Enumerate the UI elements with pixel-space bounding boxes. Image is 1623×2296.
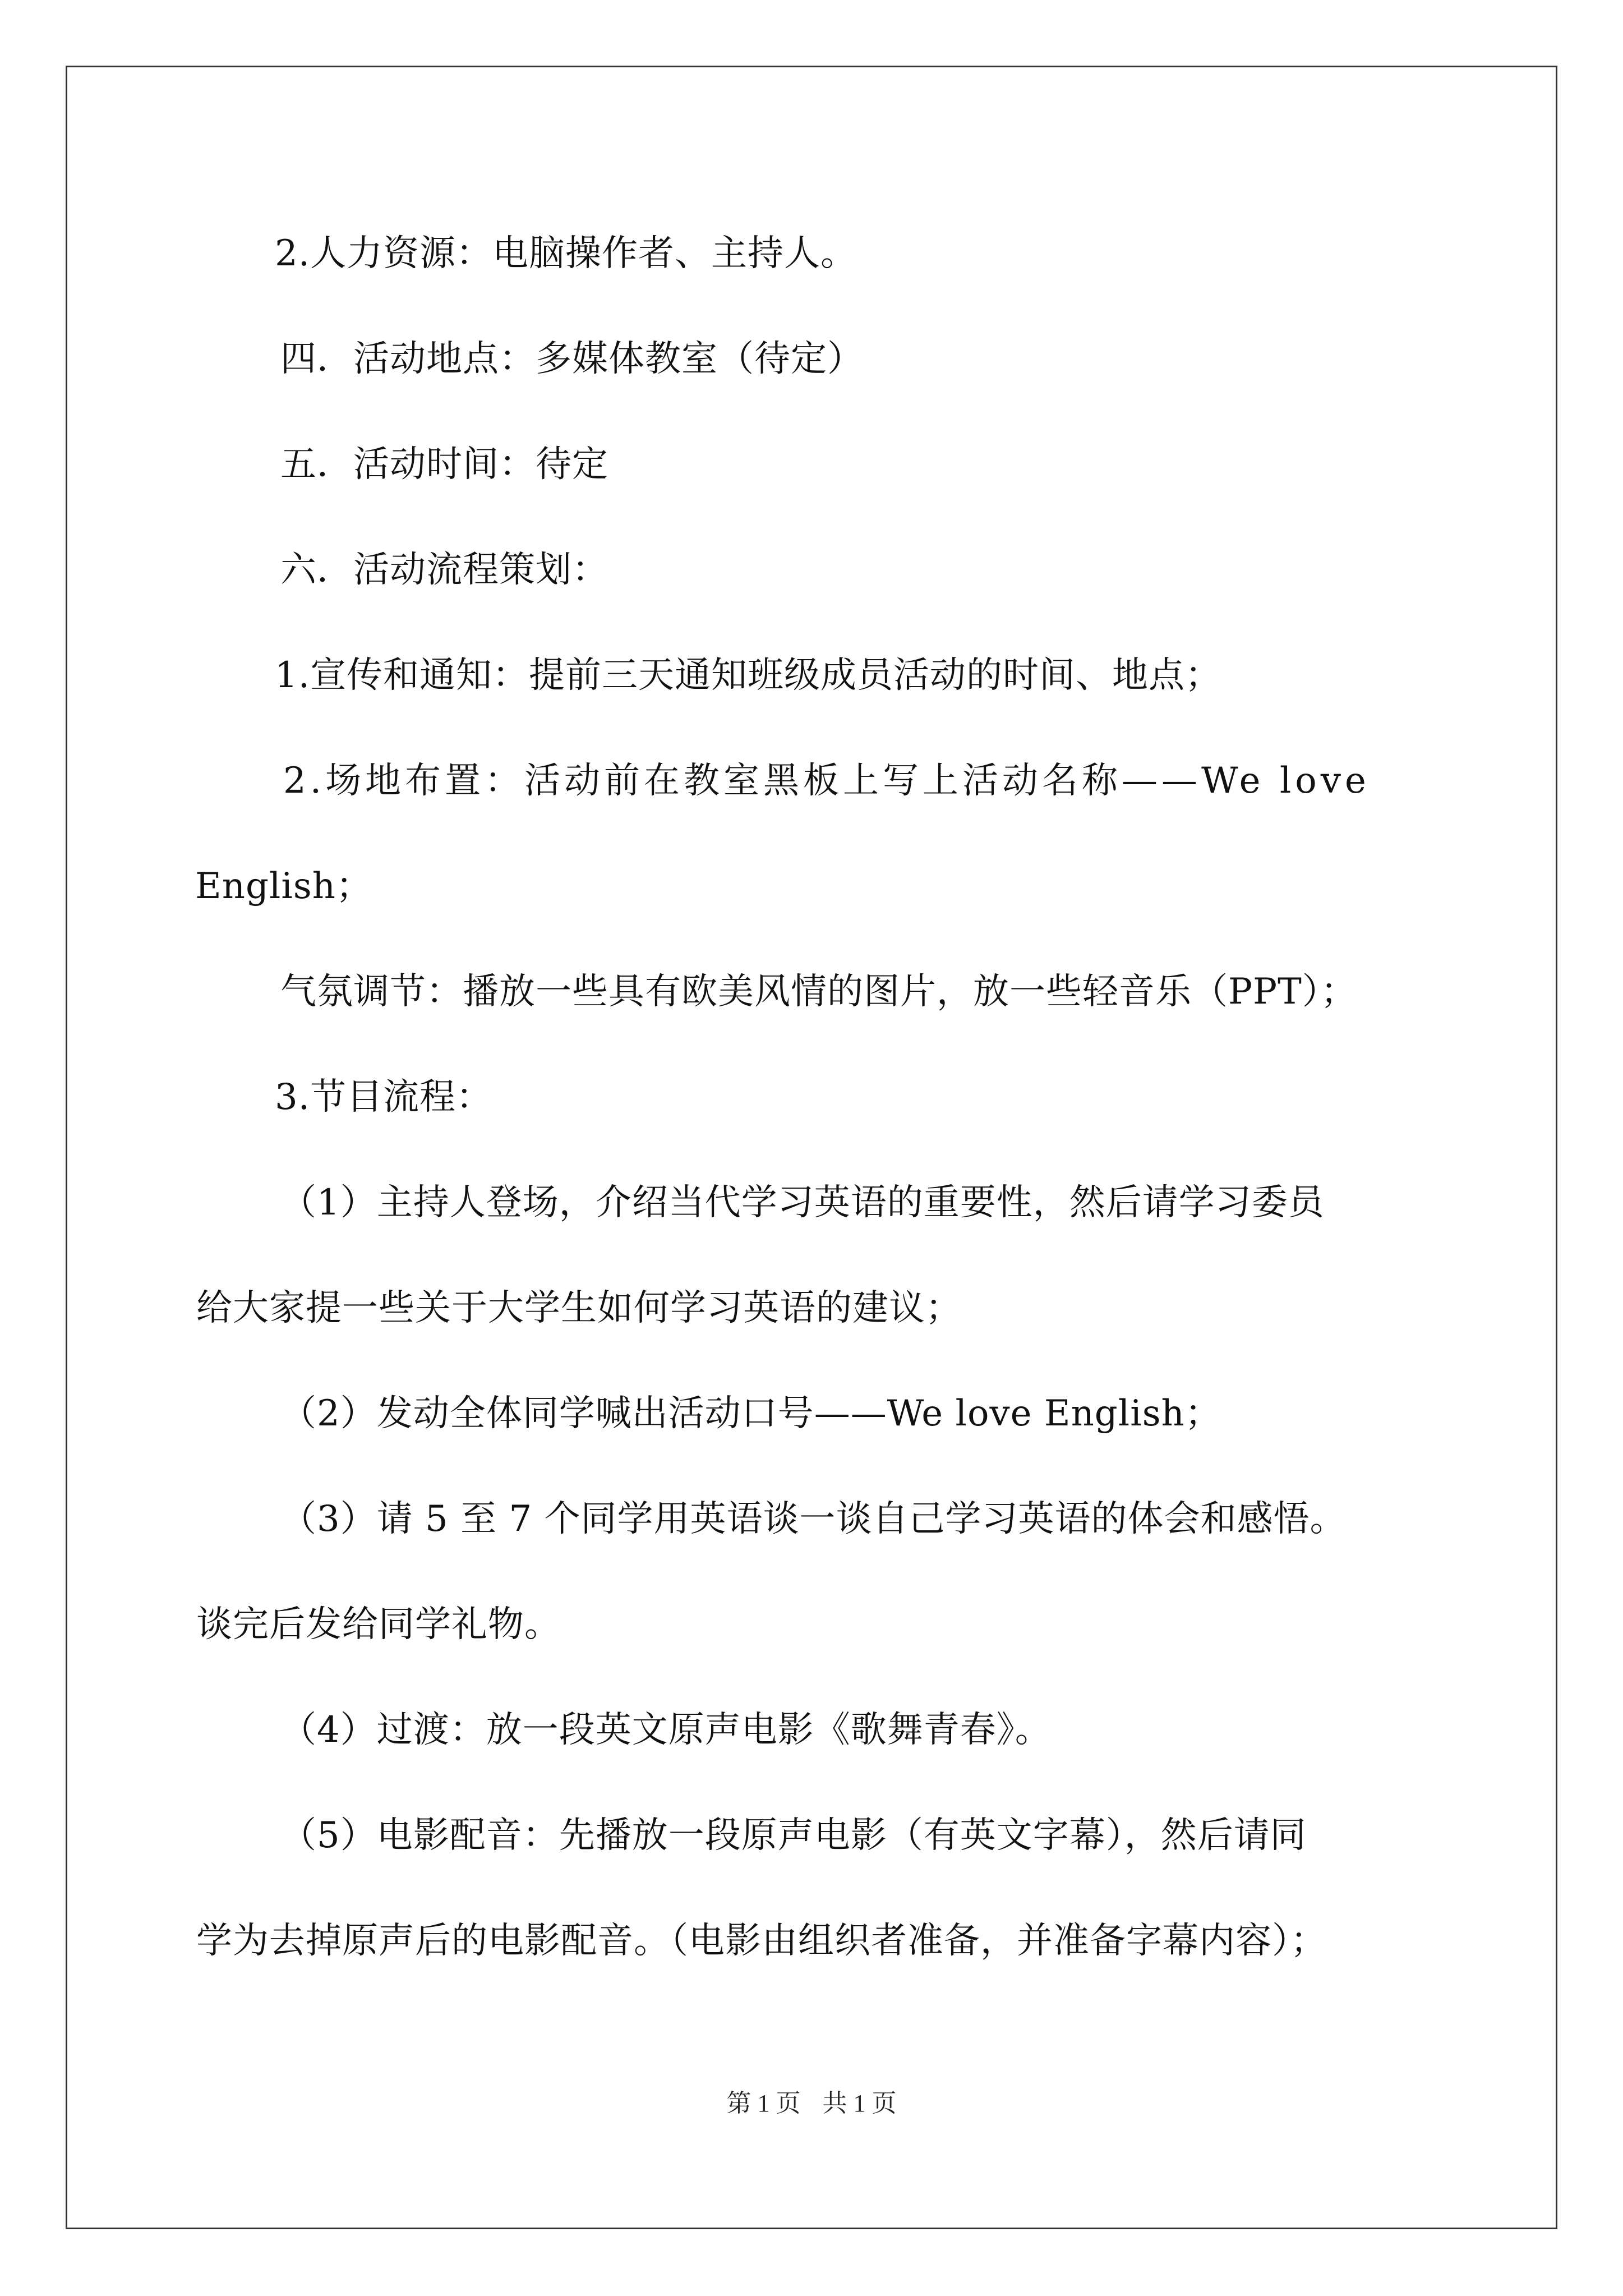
doc-line: 2.人力资源：电脑操作者、主持人。 (275, 233, 857, 274)
doc-line: 3.节目流程： (275, 1076, 493, 1118)
doc-line: English； (195, 866, 372, 907)
doc-line: 气氛调节：播放一些具有欧美风情的图片，放一些轻音乐（PPT）； (280, 971, 1357, 1013)
doc-line: （4）过渡：放一段英文原声电影《歌舞青春》。 (280, 1709, 1052, 1751)
page-border (66, 66, 1557, 2229)
doc-line: 2.场地布置：活动前在教室黑板上写上活动名称——We love (283, 760, 1370, 802)
doc-line: （3）请 5 至 7 个同学用英语谈一谈自己学习英语的体会和感悟。 (280, 1498, 1347, 1540)
doc-line: 四．活动地点：多媒体教室（待定） (280, 338, 864, 380)
doc-line: 学为去掉原声后的电影配音。（电影由组织者准备，并准备字幕内容）； (196, 1920, 1327, 1962)
doc-line: （1）主持人登场，介绍当代学习英语的重要性，然后请学习委员 (280, 1182, 1325, 1223)
page-total: 共 1 页 (822, 2090, 897, 2117)
doc-line: （2）发动全体同学喊出活动口号——We love English； (280, 1393, 1221, 1434)
page-number: 第 1 页 (726, 2090, 801, 2117)
page-footer (0, 2088, 1623, 2119)
doc-line: （5）电影配音：先播放一段原声电影（有英文字幕），然后请同 (280, 1815, 1307, 1856)
doc-line: 五．活动时间：待定 (280, 444, 608, 485)
doc-line: 六．活动流程策划： (280, 549, 608, 591)
doc-line: 谈完后发给同学礼物。 (196, 1604, 561, 1645)
doc-line: 1.宣传和通知：提前三天通知班级成员活动的时间、地点； (275, 655, 1222, 696)
doc-line: 给大家提一些关于大学生如何学习英语的建议； (196, 1287, 962, 1329)
